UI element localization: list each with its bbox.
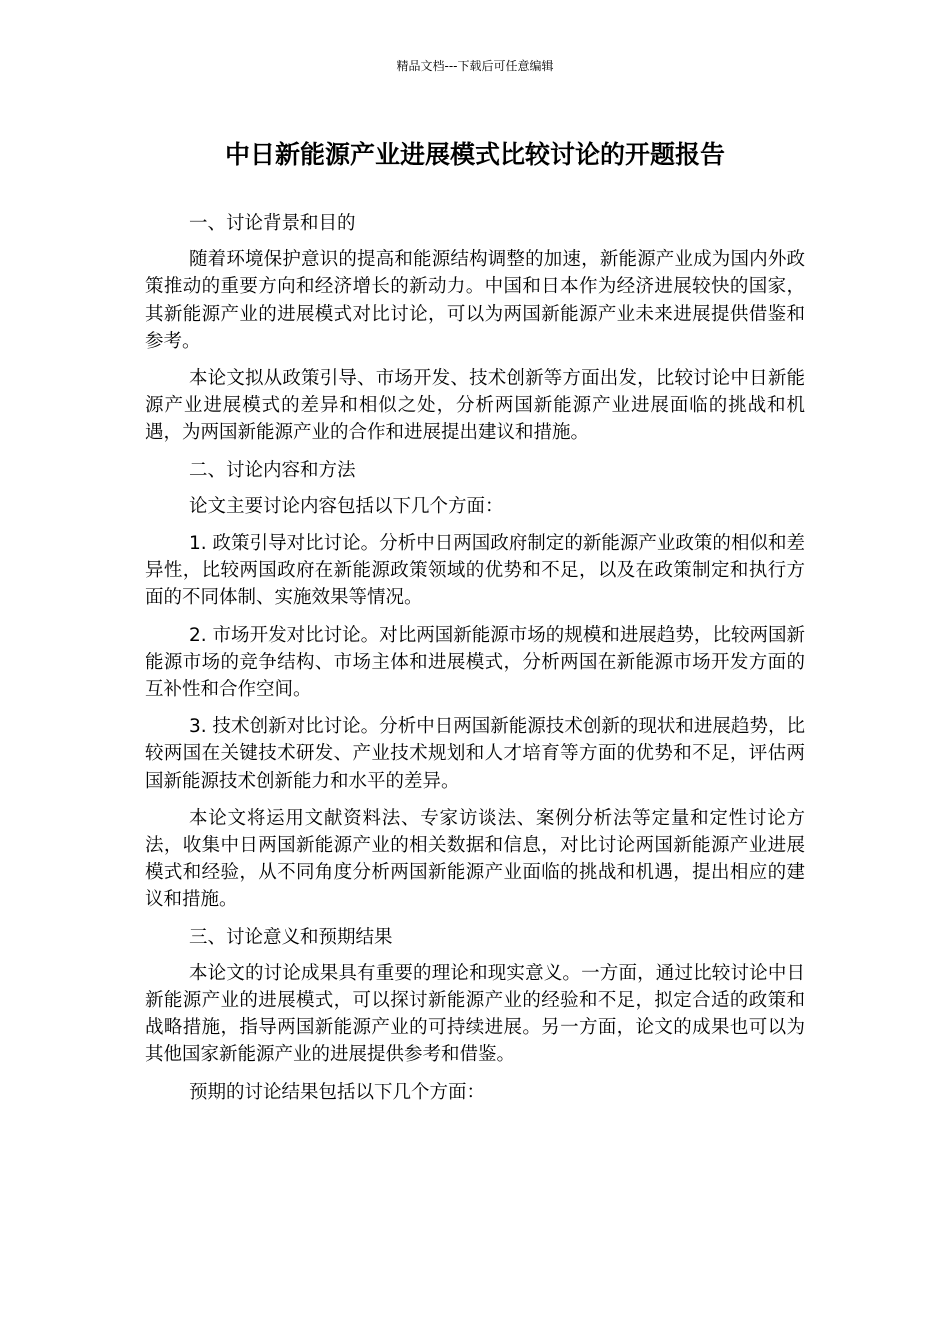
paragraph-content-intro: 论文主要讨论内容包括以下几个方面：: [189, 495, 504, 517]
paragraph-purpose: 本论文拟从政策引导、市场开发、技术创新等方面出发，比较讨论中日新能源产业进展模式的差异和相似之处，分析两国新能源产业进展面临的挑战和机遇，为两国新能源产业的合作和进展提出建议和措施。: [145, 368, 805, 444]
list-item-policy: 1. 政策引导对比讨论。分析中日两国政府制定的新能源产业政策的相似和差异性，比较两国政府在新能源政策领域的优势和不足，以及在政策制定和执行方面的不同体制、实施效果等情况。: [145, 533, 805, 609]
section-heading-significance: 三、讨论意义和预期结果: [189, 926, 393, 948]
section-heading-content-methods: 二、讨论内容和方法: [189, 459, 356, 481]
list-item-technology: 3. 技术创新对比讨论。分析中日两国新能源技术创新的现状和进展趋势，比较两国在关键技术研发、产业技术规划和人才培育等方面的优势和不足，评估两国新能源技术创新能力和水平的差异。: [145, 716, 805, 792]
paragraph-significance: 本论文的讨论成果具有重要的理论和现实意义。一方面，通过比较讨论中日新能源产业的进展模式，可以探讨新能源产业的经验和不足，拟定合适的政策和战略措施，指导两国新能源产业的可持续进展。另一方面，论文的成果也可以为其他国家新能源产业的进展提供参考和借鉴。: [145, 962, 805, 1066]
paragraph-background: 随着环境保护意识的提高和能源结构调整的加速，新能源产业成为国内外政策推动的重要方向和经济增长的新动力。中国和日本作为经济进展较快的国家，其新能源产业的进展模式对比讨论，可以为两国新能源产业未来进展提供借鉴和参考。: [145, 249, 805, 352]
paragraph-methods: 本论文将运用文献资料法、专家访谈法、案例分析法等定量和定性讨论方法，收集中日两国新能源产业的相关数据和信息，对比讨论两国新能源产业进展模式和经验，从不同角度分析两国新能源产业面临的挑战和机遇，提出相应的建议和措施。: [145, 807, 805, 911]
page-header: 精品文档---下载后可任意编辑: [396, 59, 554, 73]
paragraph-expected-results: 预期的讨论结果包括以下几个方面：: [189, 1081, 486, 1103]
section-heading-background: 一、讨论背景和目的: [189, 213, 356, 234]
list-item-market: 2. 市场开发对比讨论。对比两国新能源市场的规模和进展趋势，比较两国新能源市场的竞争结构、市场主体和进展模式，分析两国在新能源市场开发方面的互补性和合作空间。: [145, 624, 805, 701]
document-title: 中日新能源产业进展模式比较讨论的开题报告: [224, 140, 725, 169]
document-body: [145, 210, 805, 1116]
